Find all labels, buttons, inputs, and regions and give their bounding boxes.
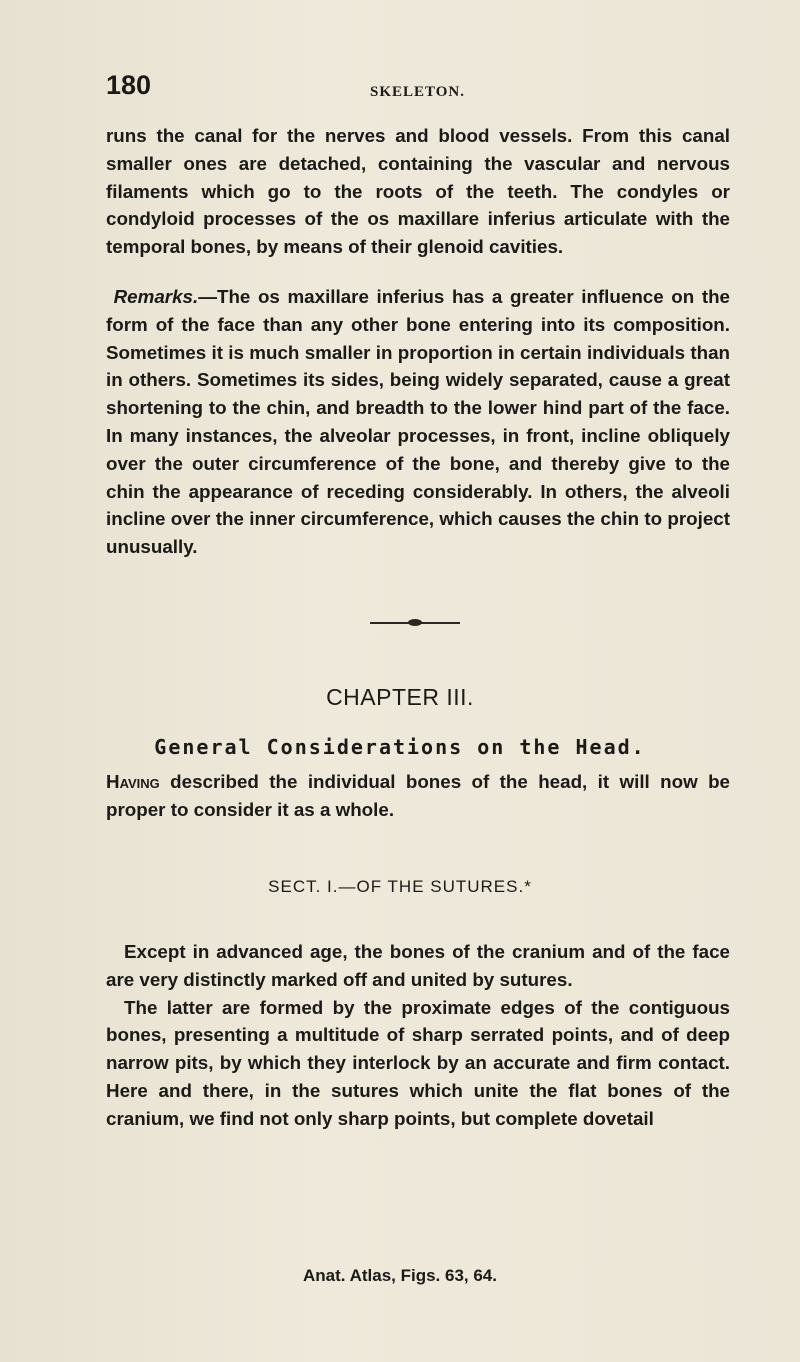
paragraph-text: Except in advanced age, the bones of the cranium and of the face are very distinctly marked off and united by sutures. <box>106 941 730 990</box>
paragraph-text <box>106 283 730 561</box>
footnote: Anat. Atlas, Figs. 63, 64. <box>303 1266 497 1285</box>
chapter-title: CHAPTER III. <box>326 684 474 710</box>
paragraph-remarks <box>106 283 730 561</box>
paragraph-introduction <box>106 768 730 824</box>
paragraph-sutures <box>106 938 730 1133</box>
paragraph-text <box>106 768 730 824</box>
paragraph-canal <box>106 122 730 261</box>
remarks-text: —The os maxillare inferius has a greater influence on the form of the face than any other bone entering into its composition. Sometimes it is much smaller in proportion in certain individuals than in others. Sometimes its sides, being widely separated, cause a great shortening to the chin, and breadth to the lower hind part of the face. In many instances, the alveolar processes, in front, incline obliquely over the outer circumference of the bone, and thereby give to the chin the appearance of receding considerably. In others, the alveoli incline over the inner circumference, which causes the chin to project unusually. <box>106 286 730 558</box>
introduction-text: described the individual bones of the head, it will now be proper to consider it as a whole. <box>106 771 730 820</box>
section-heading: SECT. I.—OF THE SUTURES.* <box>268 877 532 896</box>
running-head: SKELETON. <box>370 84 466 100</box>
chapter-subtitle: General Considerations on the Head. <box>154 735 646 759</box>
paragraph-text: runs the canal for the nerves and blood vessels. From this canal smaller ones are detached, containing the vascular and nervous filaments which go to the roots of the teeth. The condyles or condyloid processes of the os maxillare inferius articulate with the temporal bones, by means of their glenoid cavities. <box>106 125 730 258</box>
lead-word: Having <box>106 771 160 792</box>
divider-ornament <box>408 619 422 626</box>
paragraph-text: The latter are formed by the proximate edges of the contiguous bones, presenting a multitude of sharp serrated points, and of deep narrow pits, by which they interlock by an accurate and firm contact. Here and there, in the sutures which unite the flat bones of the cranium, we find not only sharp points, but complete dovetail <box>106 996 730 1129</box>
page-header <box>106 70 726 114</box>
page-number: 180 <box>106 70 152 100</box>
remarks-label: Remarks. <box>113 286 199 307</box>
